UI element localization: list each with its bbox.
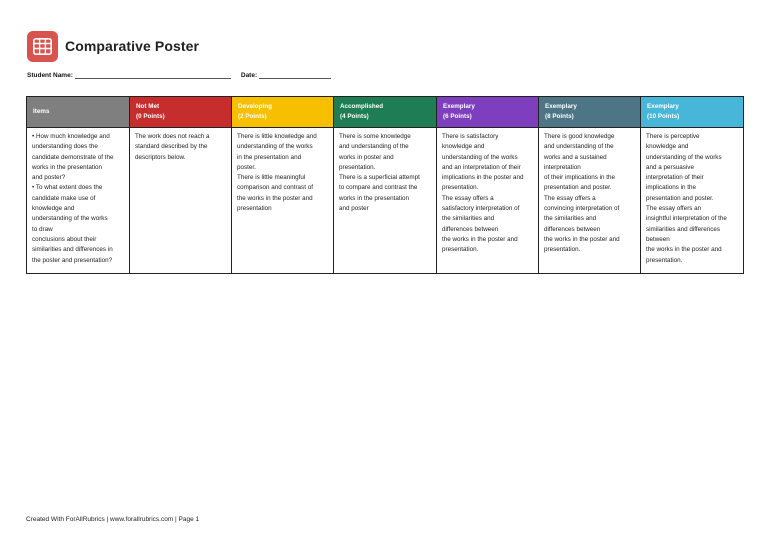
cell-text-line: and poster [339,205,369,213]
cell-text-line: implications in the poster and [442,174,524,182]
cell-text-line: • How much knowledge and [32,133,110,140]
rubric-cell [334,128,437,274]
rubric-cell [437,128,539,274]
rubric-table-icon [27,31,58,62]
cell-text-line: candidate demonstrate of the [32,153,114,161]
cell-text-line: understanding does the [32,143,98,151]
column-header-points: (6 Points) [443,113,472,120]
cell-text-line: interpretation of their [646,174,704,182]
cell-text-line: works and a sustained [544,153,607,161]
cell-text-line: understanding of the works [237,143,313,151]
column-header-5 [539,97,641,128]
cell-text-line: to compare and contrast the [339,184,418,192]
column-header-1 [130,97,232,128]
rubric-body [27,128,744,274]
cell-text-line: presentation and poster. [646,194,714,202]
cell-text-line: standard described by the [135,143,208,151]
cell-text-line: There is a superficial attempt [339,174,420,182]
cell-text-line: poster. [237,163,256,171]
page-header [27,30,199,62]
cell-text-line: There is perceptive [646,133,700,140]
column-header-2 [232,97,334,128]
column-header-name: Developing [238,103,272,110]
cell-text-line: understanding of the works [442,153,518,161]
cell-text-line: • To what extent does the [32,184,103,192]
cell-text-line: works in the presentation [339,194,410,202]
cell-text-line: There is good knowledge [544,133,615,140]
rubric-cell [539,128,641,274]
cell-text-line: the poster and presentation? [32,256,113,264]
column-header-points: (10 Points) [647,113,680,120]
cell-text-line: the similarities and [442,215,495,223]
rubric-row [27,128,744,274]
cell-text-line: candidate make use of [32,194,96,202]
column-header-points: (2 Points) [238,113,267,120]
cell-text-line: The essay offers a [442,194,494,202]
cell-text-line: There is little meaningful [237,174,306,182]
column-header-4 [437,97,539,128]
cell-text-line: works in poster and [339,153,394,161]
cell-text-line: The essay offers an [646,205,702,213]
student-info-fields [27,72,331,79]
cell-text-line: the works in the poster and [646,246,722,254]
rubric-cell [641,128,744,274]
cell-text-line: There is some knowledge [339,133,411,140]
column-header-name: Exemplary [443,103,475,110]
column-header-points: (0 Points) [136,113,165,120]
cell-text-line: between [646,235,670,243]
cell-text-line: presentation. [442,246,479,254]
cell-text-line: satisfactory interpretation of [442,205,520,213]
column-header-3 [334,97,437,128]
date-field[interactable] [259,72,331,79]
cell-text-line: differences between [544,225,601,233]
cell-text-line: the works in the poster and [237,194,313,202]
cell-text-line: The work does not reach a [135,133,210,140]
cell-text-line: the works in the poster and [442,235,518,243]
cell-text-line: and poster? [32,174,66,182]
rubric-table [26,96,744,274]
cell-text-line: understanding of the works [32,215,108,223]
column-header-points: (4 Points) [340,113,369,120]
cell-text-line: There is little knowledge and [237,133,317,140]
cell-text-line: presentation. [339,163,376,171]
cell-text-line: of their implications in the [544,174,616,182]
student-name-field[interactable] [75,72,231,79]
cell-text-line: presentation. [544,246,581,254]
cell-text-line: implications in the [646,184,697,192]
cell-text-line: There is satisfactory [442,133,499,140]
cell-text-line: The essay offers a [544,194,596,202]
column-header-name: Accomplished [340,103,384,110]
student-name-label: Student Name: [27,72,73,79]
cell-text-line: differences between [442,225,499,233]
cell-text-line: the works in the poster and [544,235,620,243]
cell-text-line: the similarities and [544,215,597,223]
column-header-0 [27,97,130,128]
cell-text-line: conclusions about their [32,235,97,243]
cell-text-line: and a persuasive [646,163,694,171]
cell-text-line: convincing interpretation of [544,205,620,213]
cell-text-line: comparison and contrast of [237,184,313,192]
cell-text-line: and an interpretation of their [442,163,521,171]
cell-text-line: understanding of the works [646,153,722,161]
cell-text-line: knowledge and [646,143,689,151]
rubric-cell [130,128,232,274]
cell-text-line: and understanding of the [339,143,409,151]
cell-text-line: presentation. [646,256,683,264]
cell-text-line: insightful interpretation of the [646,215,727,223]
column-header-name: Not Met [136,103,160,110]
cell-text-line: knowledge and [442,143,485,151]
rubric-header-row [27,97,744,128]
cell-text-line: presentation [237,205,272,213]
cell-text-line: works in the presentation [32,163,103,171]
rubric-cell [232,128,334,274]
cell-text-line: presentation and poster. [544,184,612,192]
cell-text-line: interpretation [544,163,581,171]
cell-text-line: similarities and differences in [32,246,113,254]
column-header-points: (8 Points) [545,113,574,120]
column-header-name: Items [33,108,50,115]
cell-text-line: knowledge and [32,205,75,213]
column-header-name: Exemplary [647,103,679,110]
column-header-6 [641,97,744,128]
page-title: Comparative Poster [65,38,200,54]
cell-text-line: presentation. [442,184,479,192]
column-header-name: Exemplary [545,103,577,110]
cell-text-line: in the presentation and [237,153,302,161]
page-footer: Created With ForAllRubrics | www.forallrubrics.com | Page 1 [26,516,200,523]
cell-text-line: to draw [32,225,53,233]
cell-text-line: and understanding of the [544,143,614,151]
date-label: Date: [240,72,258,79]
cell-text-line: descriptors below. [135,153,186,161]
rubric-cell [27,128,130,274]
cell-text-line: similarities and differences [646,225,721,233]
